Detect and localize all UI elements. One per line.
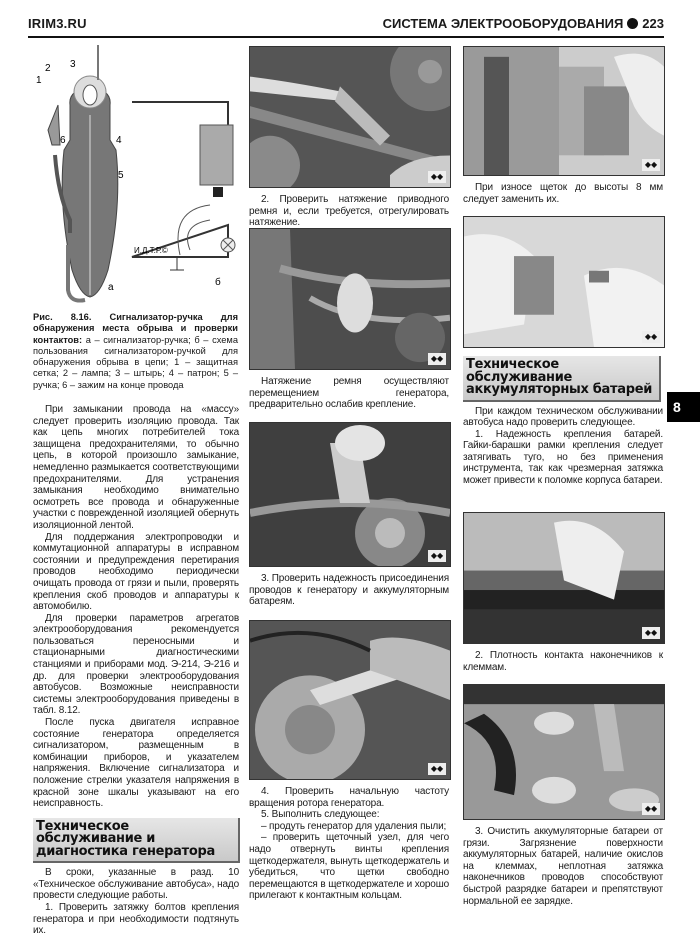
middle-text-1	[249, 194, 449, 229]
right-text-1	[463, 182, 663, 205]
label-b: б	[215, 277, 221, 288]
clip	[48, 105, 60, 145]
fuse-block	[200, 125, 233, 185]
camera-logo-icon: ◆◆	[642, 627, 660, 639]
camera-logo-icon: ◆◆	[428, 171, 446, 183]
section-title-text: СИСТЕМА ЭЛЕКТРООБОРУДОВАНИЯ	[382, 16, 624, 31]
signal-probe-diagram	[30, 45, 245, 307]
figure-caption	[33, 312, 238, 391]
photo-generator-rotor	[249, 620, 451, 780]
figure-caption-text: а – сигнализатор-ручка; б – схема пользования сигнализатором-ручкой для обнаружения обрыва в цепи; 1 – защитная сетка; 2 – лампа; 3 – штырь; 4 – патрон; 5 – ручка; 6 – зажим на конце провода	[33, 334, 238, 390]
section-heading-generator: Техническое обслуживание и диагностика генератора	[33, 818, 240, 864]
paragraph: В сроки, указанные в разд. 10 «Техническое обслуживание автобуса», надо провести следующие работы.	[33, 867, 239, 902]
lamp	[83, 85, 97, 105]
middle-text-4	[249, 786, 449, 902]
page-number: 223	[642, 16, 664, 31]
photo-belt-tension	[249, 228, 451, 370]
figure-caption-title: Рис. 8.16. Сигнализатор-ручка для обнаружения места обрыва и проверки контактов:	[33, 312, 238, 345]
paragraph: 1. Надежность крепления батарей. Гайки-барашки рамки крепления следует затягивать туго, но без применения инструмента, так как чрезмерная затяжка может привести к поломке корпуса батареи.	[463, 428, 663, 487]
page-header	[28, 16, 664, 38]
camera-logo-icon: ◆◆	[642, 803, 660, 815]
camera-logo-icon: ◆◆	[642, 159, 660, 171]
camera-logo-icon: ◆◆	[428, 763, 446, 775]
paragraph: Для поддержания электропроводки и коммутационной аппаратуры в исправном состоянии и предупреждения перетирания проводов необходимо периодически очищать провода от грязи и пыли, проверять крепления скоб проводов и аппаратуры к автомобилю.	[33, 531, 239, 613]
right-text-2	[463, 356, 663, 487]
middle-text-3	[249, 573, 449, 608]
paragraph: 1. Проверить затяжку болтов крепления генератора и при необходимости подтянуть их.	[33, 902, 239, 937]
label-6: 6	[60, 135, 66, 146]
paragraph: При износе щеток до высоты 8 мм следует заменить их.	[463, 182, 663, 205]
photo-belt-wrench	[249, 46, 451, 188]
label-4: 4	[116, 135, 122, 146]
section-title	[383, 16, 664, 31]
label-5: 5	[118, 170, 124, 181]
right-text-4	[463, 826, 663, 907]
paragraph: Для проверки параметров агрегатов электрооборудования рекомендуется пользоваться переносными и стационарными диагностическими станциями и приборами мод. Э-214, Э-216 и др. для проверки электрооборудования автобусов. Возможные неисправности системы электрооборудования приведены в табл. 8.12.	[33, 612, 239, 717]
photo-battery-terminals	[463, 684, 665, 820]
site-name: IRIM3.RU	[28, 16, 87, 31]
paragraph: 2. Плотность контакта наконечников к клеммам.	[463, 650, 663, 673]
photo-wire-connection	[249, 422, 451, 567]
paragraph: 4. Проверить начальную частоту вращения ротора генератора.	[249, 786, 449, 809]
label-2: 2	[45, 63, 51, 74]
label-1: 1	[36, 75, 42, 86]
paragraph: После пуска двигателя исправное состояние генератора определяется сигнализатором, размещенным в комбинации приборов, и указателем напряжения. Включение сигнализатора и положение стрелки указателя напряжения в красной зоне шкалы указывают на его неисправность.	[33, 717, 239, 810]
photo-battery-clamp	[463, 512, 665, 644]
section-heading-batteries: Техническое обслуживание аккумуляторных батарей	[463, 356, 661, 402]
paragraph: 2. Проверить натяжение приводного ремня и, если требуется, отрегулировать натяжение.	[249, 194, 449, 229]
paragraph: При замыкании провода на «массу» следует проверить изоляцию провода. Так как цепь многих потребителей тока защищена предохранителями, то обычно цепь, в которой произошло замыкание, немедленно размыкается соответствующими предохранителями. Для устранения замыкания необходимо внимательно осмотреть все провода и обнаруженные участки с поврежденной изоляцией обернуть изоляционной лентой.	[33, 404, 239, 531]
right-text-3	[463, 650, 663, 673]
label-a: а	[108, 282, 114, 293]
photo-brush-holder	[463, 46, 665, 176]
bullet-dot-icon	[627, 18, 638, 29]
paragraph: 5. Выполнить следующее:	[261, 809, 380, 821]
paragraph: – продуть генератор для удаления пыли;	[261, 820, 447, 832]
paragraph: Натяжение ремня осуществляют перемещением генератора, предварительно ослабив крепление.	[249, 376, 449, 411]
paragraph: При каждом техническом обслуживании автобуса надо проверить следующее.	[463, 405, 663, 429]
figure-diagram	[30, 45, 245, 307]
middle-text-2	[249, 376, 449, 411]
photo-brushes-in-hand	[463, 216, 665, 348]
paragraph: 3. Проверить надежность присоединения проводов к генератору и аккумуляторным батареям.	[249, 573, 449, 608]
left-column-body	[33, 404, 239, 937]
camera-logo-icon: ◆◆	[642, 331, 660, 343]
paragraph: – проверить щеточный узел, для чего надо отвернуть винты крепления щеткодержателя, вынуть щеткодержатель и убедиться, что щетки свободно перемещаются в щеткодержателе и хорошо прилегают к контактным кольцам.	[249, 832, 449, 902]
label-3: 3	[70, 59, 76, 70]
copyright-label: И.Д.Т.Р.©	[134, 246, 168, 255]
camera-logo-icon: ◆◆	[428, 550, 446, 562]
paragraph: 3. Очистить аккумуляторные батареи от грязи. Загрязнение поверхности аккумуляторных батарей, наличие окислов на клеммах, неплотная затяжка наконечников проводов способствуют быстрой разрядке батареи и препятствуют нормальной ее зарядке.	[463, 826, 663, 907]
camera-logo-icon: ◆◆	[428, 353, 446, 365]
chapter-tab: 8	[667, 392, 700, 422]
